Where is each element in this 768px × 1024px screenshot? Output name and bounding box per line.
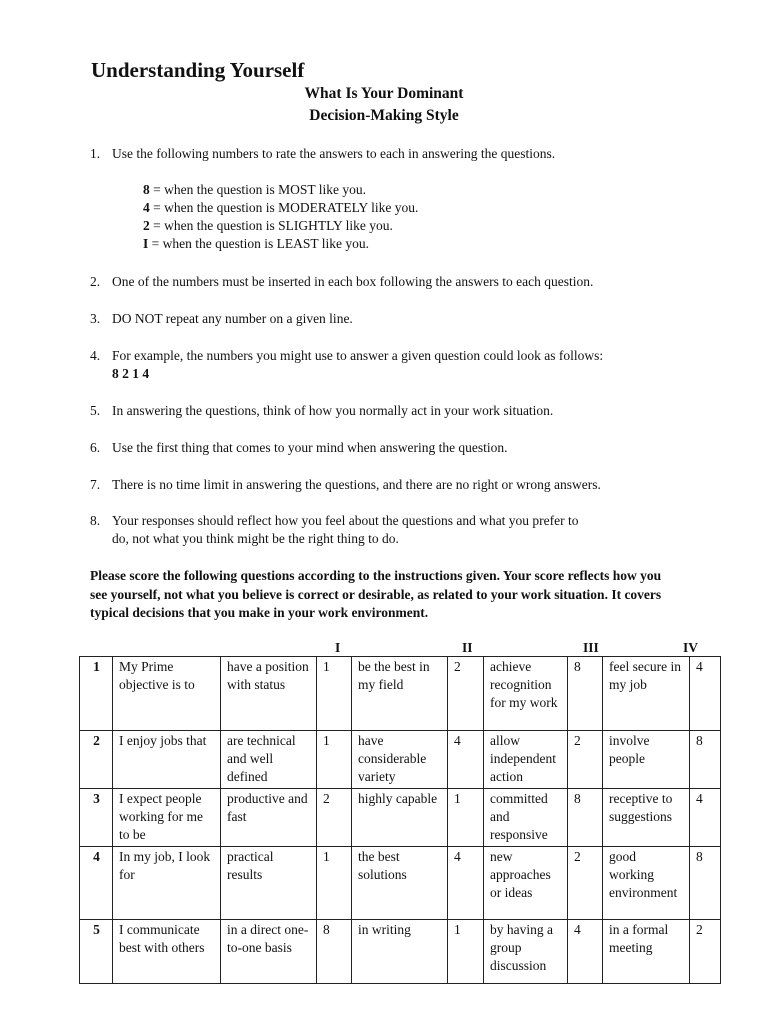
answer-text: involve people bbox=[603, 731, 690, 789]
scale-value: 8 bbox=[143, 182, 150, 197]
score-cell[interactable]: 8 bbox=[568, 789, 603, 847]
instruction-item bbox=[90, 145, 555, 163]
table-row bbox=[80, 731, 721, 789]
answer-text: new approaches or ideas bbox=[484, 847, 568, 920]
column-header-ii: II bbox=[462, 640, 473, 655]
instruction-text: Use the first thing that comes to your mind when answering the question. bbox=[112, 440, 508, 455]
instruction-text: Your responses should reflect how you feel about the questions and what you prefer to bbox=[112, 513, 579, 528]
answer-text: by having a group discussion bbox=[484, 920, 568, 984]
answer-text: in a direct one-to-one basis bbox=[221, 920, 317, 984]
answer-text: in writing bbox=[352, 920, 448, 984]
answer-text: productive and fast bbox=[221, 789, 317, 847]
column-header-i: I bbox=[335, 640, 341, 655]
score-cell[interactable]: 4 bbox=[448, 731, 484, 789]
scale-value: I bbox=[143, 236, 149, 251]
question-number: 3 bbox=[80, 789, 113, 847]
score-cell[interactable]: 4 bbox=[448, 847, 484, 920]
instruction-number: 3. bbox=[90, 311, 101, 326]
instruction-number: 7. bbox=[90, 477, 101, 492]
questionnaire-table bbox=[79, 656, 721, 984]
answer-text: have a position with status bbox=[221, 657, 317, 731]
score-cell[interactable]: 1 bbox=[317, 731, 352, 789]
instruction-text: In answering the questions, think of how you normally act in your work situation. bbox=[112, 403, 554, 418]
score-cell[interactable]: 1 bbox=[317, 847, 352, 920]
example-scores: 8 2 1 4 bbox=[112, 366, 150, 381]
score-cell[interactable]: 1 bbox=[448, 920, 484, 984]
question-number: 2 bbox=[80, 731, 113, 789]
score-cell[interactable]: 1 bbox=[317, 657, 352, 731]
instruction-item bbox=[90, 512, 579, 548]
answer-text: achieve recognition for my work bbox=[484, 657, 568, 731]
instruction-number: 5. bbox=[90, 403, 101, 418]
question-text: I enjoy jobs that bbox=[113, 731, 221, 789]
instruction-number: 8. bbox=[90, 513, 101, 528]
question-number: 4 bbox=[80, 847, 113, 920]
answer-text: be the best in my field bbox=[352, 657, 448, 731]
instruction-number: 6. bbox=[90, 440, 101, 455]
question-text: I communicate best with others bbox=[113, 920, 221, 984]
scale-text: = when the question is MOST like you. bbox=[149, 182, 366, 197]
subtitle-line-1: What Is Your Dominant bbox=[304, 85, 464, 102]
scale-item bbox=[143, 199, 418, 217]
scale-value: 2 bbox=[143, 218, 150, 233]
score-cell[interactable]: 4 bbox=[690, 789, 721, 847]
score-cell[interactable]: 2 bbox=[690, 920, 721, 984]
question-text: In my job, I look for bbox=[113, 847, 221, 920]
score-cell[interactable]: 4 bbox=[690, 657, 721, 731]
scale-text: = when the question is SLIGHTLY like you. bbox=[149, 218, 393, 233]
column-header-iv: IV bbox=[683, 640, 699, 655]
page-title: Understanding Yourself bbox=[91, 58, 305, 82]
instruction-text: For example, the numbers you might use to answer a given question could look as follows: bbox=[112, 348, 604, 363]
instruction-number: 2. bbox=[90, 274, 101, 289]
column-header-iii: III bbox=[583, 640, 599, 655]
question-number: 5 bbox=[80, 920, 113, 984]
answer-text: the best solutions bbox=[352, 847, 448, 920]
answer-text: practical results bbox=[221, 847, 317, 920]
instruction-item bbox=[90, 347, 603, 383]
instruction-number: 4. bbox=[90, 348, 101, 363]
instruction-text-continued: do, not what you think might be the right thing to do. bbox=[112, 531, 399, 546]
scale-item bbox=[143, 217, 393, 235]
instruction-item bbox=[90, 273, 593, 291]
question-text: My Prime objective is to bbox=[113, 657, 221, 731]
answer-text: allow independent action bbox=[484, 731, 568, 789]
instruction-item bbox=[90, 439, 508, 457]
instruction-text: Use the following numbers to rate the answers to each in answering the questions. bbox=[112, 146, 556, 161]
scale-value: 4 bbox=[143, 200, 150, 215]
score-cell[interactable]: 2 bbox=[317, 789, 352, 847]
score-cell[interactable]: 4 bbox=[568, 920, 603, 984]
question-number: 1 bbox=[80, 657, 113, 731]
scale-item bbox=[143, 181, 366, 199]
answer-text: highly capable bbox=[352, 789, 448, 847]
score-cell[interactable]: 2 bbox=[568, 731, 603, 789]
score-cell[interactable]: 8 bbox=[690, 731, 721, 789]
answer-text: have considerable variety bbox=[352, 731, 448, 789]
answer-text: good working environment bbox=[603, 847, 690, 920]
score-cell[interactable]: 8 bbox=[690, 847, 721, 920]
table-row bbox=[80, 657, 721, 731]
score-cell[interactable]: 1 bbox=[448, 789, 484, 847]
score-cell[interactable]: 2 bbox=[568, 847, 603, 920]
score-cell[interactable]: 8 bbox=[568, 657, 603, 731]
scale-item bbox=[143, 235, 369, 253]
instruction-text: There is no time limit in answering the questions, and there are no right or wrong answers. bbox=[112, 477, 601, 492]
table-row bbox=[80, 789, 721, 847]
answer-text: receptive to suggestions bbox=[603, 789, 690, 847]
table-row bbox=[80, 847, 721, 920]
score-cell[interactable]: 8 bbox=[317, 920, 352, 984]
table-row bbox=[80, 920, 721, 984]
score-cell[interactable]: 2 bbox=[448, 657, 484, 731]
answer-text: committed and responsive bbox=[484, 789, 568, 847]
scale-text: = when the question is LEAST like you. bbox=[148, 236, 369, 251]
subtitle-line-2: Decision-Making Style bbox=[309, 107, 459, 124]
question-text: I expect people working for me to be bbox=[113, 789, 221, 847]
answer-text: are technical and well defined bbox=[221, 731, 317, 789]
instruction-number: 1. bbox=[90, 146, 101, 161]
instruction-item bbox=[90, 310, 353, 328]
instruction-text: One of the numbers must be inserted in each box following the answers to each question. bbox=[112, 274, 594, 289]
scale-text: = when the question is MODERATELY like you. bbox=[149, 200, 419, 215]
answer-text: feel secure in my job bbox=[603, 657, 690, 731]
instruction-item bbox=[90, 476, 601, 494]
answer-text: in a formal meeting bbox=[603, 920, 690, 984]
instruction-text: DO NOT repeat any number on a given line. bbox=[112, 311, 353, 326]
instruction-item bbox=[90, 402, 553, 420]
scoring-instructions: Please score the following questions according to the instructions given. Your score reflects how you see yourself, not what you believe is correct or desirable, as related to your work situation. It covers typical decisions that you make in your work environment. bbox=[90, 568, 662, 620]
